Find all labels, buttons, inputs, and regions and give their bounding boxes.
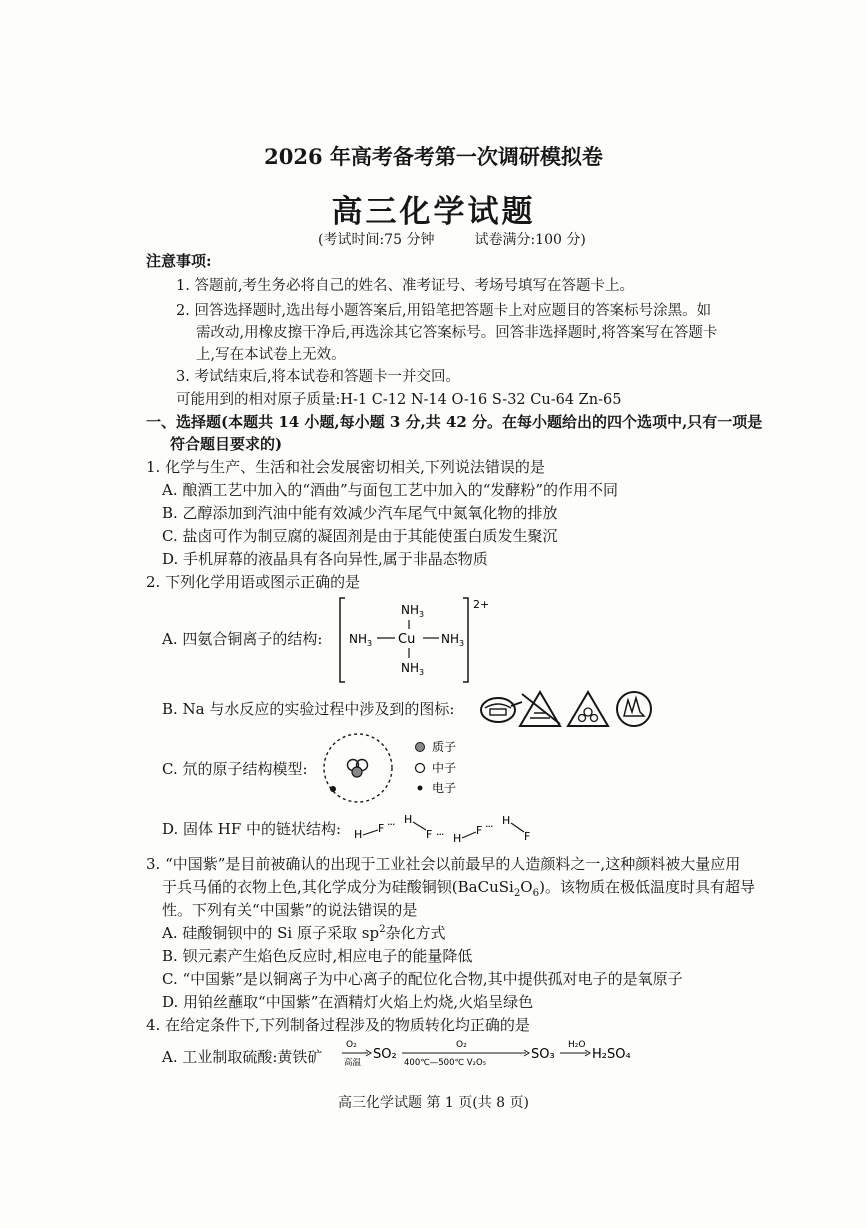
notice-item-2: 2. 回答选择题时,选出每小题答案后,用铅笔把答题卡上对应题目的答案标号涂黑。如 [176, 303, 712, 319]
page-footer: 高三化学试题 第 1 页(共 8 页) [338, 1095, 529, 1111]
q3-formula-main: BaCuSi [457, 878, 514, 896]
hf-f1: F [378, 822, 385, 835]
product-2: SO₃ [531, 1047, 555, 1062]
section1-heading-cont: 符合题目要求的) [170, 435, 283, 453]
hf-chain-structure [352, 810, 552, 846]
q3-option-a-pre: A. 硅酸铜钡中的 Si 原子采取 sp [162, 924, 380, 942]
q3-line2 [162, 876, 755, 898]
q2-option-a: A. 四氨合铜离子的结构: [162, 630, 323, 648]
hf-f3: F [476, 824, 483, 837]
hbond-dots-3: ··· [485, 820, 493, 833]
q2-stem: 2. 下列化学用语或图示正确的是 [146, 573, 361, 591]
hf-h2: H [404, 813, 413, 826]
ligand-right: $NH_3$ [441, 632, 465, 648]
exam-score: 试卷满分:100 分) [474, 232, 586, 248]
q3-line2-a: 于兵马俑的衣物上色,其化学成分为硅酸铜钡( [162, 878, 458, 896]
q4-stem: 4. 在给定条件下,下列制备过程涉及的物质转化均正确的是 [146, 1016, 530, 1034]
notice-item-1: 1. 答题前,考生务必将自己的姓名、准考证号、考场号填写在答题卡上。 [176, 278, 635, 294]
hot-surface-icon [520, 692, 560, 726]
ligand-left: $NH_3$ [349, 632, 373, 648]
q4-option-a: A. 工业制取硫酸:黄铁矿 [162, 1048, 323, 1066]
q1-option-a: A. 酿酒工艺中加入的“酒曲”与面包工艺中加入的“发酵粉”的作用不同 [162, 481, 619, 499]
exam-time: (考试时间:75 分钟 [318, 232, 435, 248]
atomic-mass: 可能用到的相对原子质量:H-1 C-12 N-14 O-16 S-32 Cu-64 Zn-65 [176, 392, 622, 408]
q3-option-a [162, 922, 446, 944]
q3-formula-sub: 2 [513, 888, 521, 899]
q3-formula [457, 878, 540, 899]
notice-title: 注意事项: [146, 252, 212, 270]
q1-option-b: B. 乙醇添加到汽油中能有效减少汽车尾气中氮氧化物的排放 [162, 504, 558, 522]
q3-option-d: D. 用铂丝蘸取“中国紫”在酒精灯火焰上灼烧,火焰呈绿色 [162, 993, 534, 1011]
wash-hands-icon [617, 692, 651, 726]
hf-h3: H [453, 832, 462, 845]
hbond-dots-1: ··· [387, 818, 395, 831]
complex-charge: 2+ [473, 598, 490, 611]
legend-electron: 电子 [432, 781, 457, 795]
cond1-top: O₂ [346, 1040, 357, 1050]
cond2-bottom: 400℃—500℃ V₂O₅ [404, 1058, 487, 1068]
section1-heading: 一、选择题(本题共 14 小题,每小题 3 分,共 42 分。在每小题给出的四个选项中,只有一项是 [146, 413, 763, 431]
cond2-top: O₂ [456, 1040, 467, 1050]
hf-h1: H [354, 828, 363, 841]
q3-line1: 3. “中国紫”是目前被确认的出现于工业社会以前最早的人造颜料之一,这种颜料被大量应用 [146, 855, 741, 873]
legend-proton: 质子 [432, 740, 457, 754]
ligand-top: $NH_3$ [401, 603, 425, 619]
hf-f2: F [426, 828, 433, 841]
q3-option-a-sup: 2 [379, 924, 386, 935]
paper-title: 高三化学试题 [331, 194, 536, 230]
ligand-bottom: $NH_3$ [401, 661, 425, 677]
center-atom: Cu [398, 632, 416, 647]
notice-item-2-cont2: 上,写在本试卷上无效。 [196, 347, 346, 363]
q3-formula-sub2: 6 [532, 888, 540, 899]
legend-proton-icon [416, 743, 425, 752]
q1-stem: 1. 化学与生产、生活和社会发展密切相关,下列说法错误的是 [146, 458, 545, 476]
nucleus-proton [352, 767, 362, 777]
left-bracket [340, 598, 345, 682]
safety-icons [478, 688, 658, 730]
q3-line3: 性。下列有关“中国紫”的说法错误的是 [162, 901, 418, 919]
cond3-top: H₂O [568, 1040, 586, 1050]
legend-neutron-icon [416, 764, 425, 773]
hbond-dots-2: ··· [436, 828, 444, 841]
q2-option-c: C. 氘的原子结构模型: [162, 760, 308, 778]
q1-option-d: D. 手机屏幕的液晶具有各向异性,属于非晶态物质 [162, 550, 488, 568]
legend-neutron: 中子 [432, 761, 457, 775]
hf-f4: F [524, 830, 531, 843]
heating-icon [481, 698, 522, 722]
q3-option-a-post: 杂化方式 [385, 924, 446, 942]
q3-option-c: C. “中国紫”是以铜离子为中心离子的配位化合物,其中提供孤对电子的是氧原子 [162, 970, 683, 988]
electron [330, 786, 336, 792]
q1-option-c: C. 盐卤可作为制豆腐的凝固剂是由于其能使蛋白质发生聚沉 [162, 527, 558, 545]
q4-reaction-scheme [340, 1036, 640, 1076]
deuterium-model [318, 732, 478, 804]
notice-item-3: 3. 考试结束后,将本试卷和答题卡一并交回。 [176, 369, 461, 385]
q2-option-d: D. 固体 HF 中的链状结构: [162, 820, 342, 838]
q3-line2-b: )。该物质在极低温度时具有超导 [539, 878, 755, 896]
exam-meta [318, 229, 586, 249]
q3-formula-o: O [520, 878, 533, 896]
q2-option-b: B. Na 与水反应的实验过程中涉及到的图标: [162, 700, 455, 718]
exam-header: 2026 年高考备考第一次调研模拟卷 [264, 144, 603, 169]
q3-option-b: B. 钡元素产生焰色反应时,相应电子的能量降低 [162, 947, 473, 965]
product-3: H₂SO₄ [592, 1047, 631, 1062]
product-1: SO₂ [373, 1047, 397, 1062]
cu-complex-structure [335, 590, 495, 690]
explosion-icon [568, 692, 608, 726]
legend-electron-icon [418, 786, 423, 791]
cond1-bottom: 高温 [344, 1058, 362, 1068]
hf-h4: H [502, 814, 511, 827]
notice-item-2-cont: 需改动,用橡皮擦干净后,再选涂其它答案标号。回答非选择题时,将答案写在答题卡 [196, 325, 718, 341]
